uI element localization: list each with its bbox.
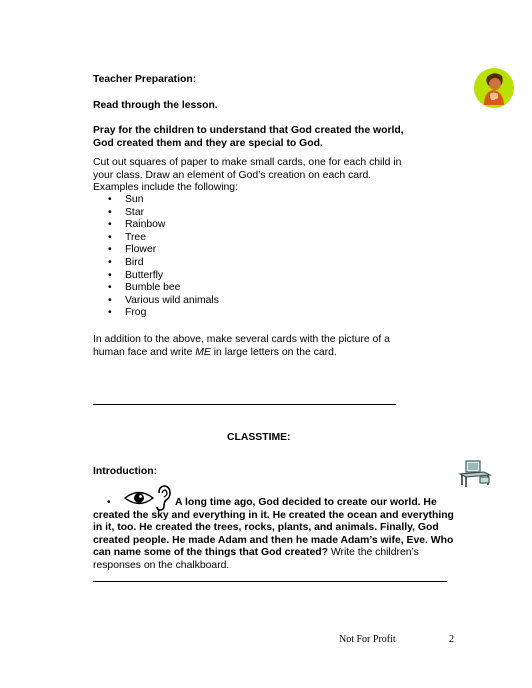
addition-line-2: human face and write ME in large letters on the card. xyxy=(93,346,337,358)
cut-line-1: Cut out squares of paper to make small cards, one for each child in xyxy=(93,157,402,168)
list-item: • Rainbow xyxy=(108,219,166,231)
classroom-desk-icon xyxy=(458,459,492,489)
cut-line-2: your class. Draw an element of God’s creation on each card. xyxy=(93,169,372,181)
intro-bullet: • xyxy=(107,497,111,508)
pray-line-1: Pray for the children to understand that God created the world, xyxy=(93,125,404,136)
intro-line-4: created people. He made Adam and then he made Adam’s wife, Eve. Who xyxy=(93,534,454,546)
section-divider xyxy=(93,404,396,405)
list-item: • Tree xyxy=(108,231,146,243)
list-item: • Bumble bee xyxy=(108,282,181,294)
list-item: • Various wild animals xyxy=(108,294,219,306)
intro-line-5: can name some of the things that God created? Write the children’s xyxy=(93,547,419,559)
intro-line-3: in it, too. He created the trees, rocks, plants, and animals. Finally, God xyxy=(93,522,439,534)
section-divider-bottom xyxy=(93,581,447,582)
page-number: 2 xyxy=(449,634,454,645)
intro-line-6: responses on the chalkboard. xyxy=(93,560,230,571)
list-item: • Star xyxy=(108,206,145,218)
classtime-heading: CLASSTIME: xyxy=(227,432,291,443)
intro-line-1: A long time ago, God decided to create our world. He xyxy=(175,497,437,508)
list-item: • Frog xyxy=(108,307,147,319)
eye-icon xyxy=(123,489,155,507)
list-item: • Sun xyxy=(108,194,144,205)
read-lesson-line: Read through the lesson. xyxy=(93,100,218,111)
teacher-preparation-heading: Teacher Preparation: xyxy=(93,74,197,85)
examples-list xyxy=(108,194,219,320)
list-item: • Butterfly xyxy=(108,269,164,281)
praying-child-icon xyxy=(473,67,515,109)
introduction-heading: Introduction: xyxy=(93,466,158,477)
pray-line-2: God created them and they are special to God. xyxy=(93,137,323,149)
list-item: • Flower xyxy=(108,244,157,256)
intro-line-2: created the sky and everything in it. He created the ocean and everything xyxy=(93,509,454,521)
footer-not-for-profit: Not For Profit xyxy=(339,634,396,645)
list-item: • Bird xyxy=(108,256,144,268)
cut-line-3: Examples include the following: xyxy=(93,182,238,194)
ear-icon xyxy=(155,485,171,511)
addition-line-1: In addition to the above, make several cards with the picture of a xyxy=(93,334,390,345)
